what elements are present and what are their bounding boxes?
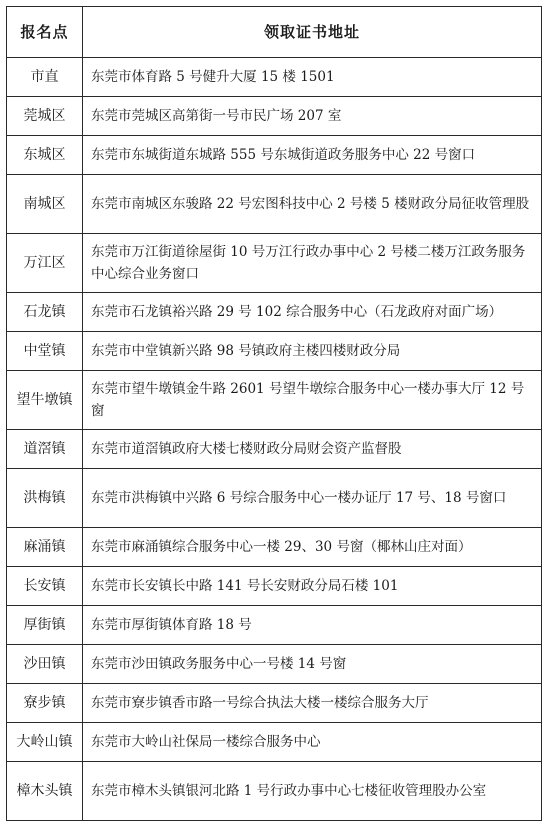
- table-row: [7, 97, 542, 136]
- place-cell: 樟木头镇: [7, 762, 83, 821]
- certificate-address-table: [6, 6, 542, 821]
- address-cell: 东莞市石龙镇裕兴路 29 号 102 综合服务中心（石龙政府对面广场）: [83, 293, 542, 332]
- table-row: [7, 645, 542, 684]
- place-cell: 麻涌镇: [7, 528, 83, 567]
- address-cell: 东莞市厚街镇体育路 18 号: [83, 606, 542, 645]
- table-row: [7, 469, 542, 528]
- place-cell: 沙田镇: [7, 645, 83, 684]
- address-cell: 东莞市长安镇长中路 141 号长安财政分局石楼 101: [83, 567, 542, 606]
- address-cell: 东莞市大岭山社保局一楼综合服务中心: [83, 723, 542, 762]
- place-cell: 大岭山镇: [7, 723, 83, 762]
- place-cell: 望牛墩镇: [7, 371, 83, 430]
- table-row: [7, 371, 542, 430]
- header-address: 领取证书地址: [83, 7, 542, 58]
- address-cell: 东莞市洪梅镇中兴路 6 号综合服务中心一楼办证厅 17 号、18 号窗口: [83, 469, 542, 528]
- table-row: [7, 762, 542, 821]
- place-cell: 道滘镇: [7, 430, 83, 469]
- address-cell: 东莞市体育路 5 号健升大厦 15 楼 1501: [83, 58, 542, 97]
- table-row: [7, 567, 542, 606]
- place-cell: 万江区: [7, 234, 83, 293]
- address-cell: 东莞市道滘镇政府大楼七楼财政分局财会资产监督股: [83, 430, 542, 469]
- header-row: [7, 7, 542, 58]
- table-row: [7, 175, 542, 234]
- place-cell: 寮步镇: [7, 684, 83, 723]
- place-cell: 长安镇: [7, 567, 83, 606]
- table-row: [7, 684, 542, 723]
- place-cell: 南城区: [7, 175, 83, 234]
- table-row: [7, 606, 542, 645]
- table-row: [7, 723, 542, 762]
- address-cell: 东莞市莞城区高第街一号市民广场 207 室: [83, 97, 542, 136]
- place-cell: 厚街镇: [7, 606, 83, 645]
- table-row: [7, 293, 542, 332]
- address-cell: 东莞市中堂镇新兴路 98 号镇政府主楼四楼财政分局: [83, 332, 542, 371]
- address-cell: 东莞市樟木头镇银河北路 1 号行政办事中心七楼征收管理股办公室: [83, 762, 542, 821]
- table-row: [7, 58, 542, 97]
- place-cell: 市直: [7, 58, 83, 97]
- address-cell: 东莞市麻涌镇综合服务中心一楼 29、30 号窗（椰林山庄对面）: [83, 528, 542, 567]
- address-cell: 东莞市东城街道东城路 555 号东城街道政务服务中心 22 号窗口: [83, 136, 542, 175]
- address-cell: 东莞市望牛墩镇金牛路 2601 号望牛墩综合服务中心一楼办事大厅 12 号窗: [83, 371, 542, 430]
- document-page: [6, 6, 541, 821]
- place-cell: 中堂镇: [7, 332, 83, 371]
- place-cell: 东城区: [7, 136, 83, 175]
- table-row: [7, 136, 542, 175]
- place-cell: 石龙镇: [7, 293, 83, 332]
- table-row: [7, 528, 542, 567]
- address-cell: 东莞市沙田镇政务服务中心一号楼 14 号窗: [83, 645, 542, 684]
- table-row: [7, 234, 542, 293]
- table-row: [7, 332, 542, 371]
- place-cell: 洪梅镇: [7, 469, 83, 528]
- place-cell: 莞城区: [7, 97, 83, 136]
- table-row: [7, 430, 542, 469]
- address-cell: 东莞市南城区东骏路 22 号宏图科技中心 2 号楼 5 楼财政分局征收管理股: [83, 175, 542, 234]
- address-cell: 东莞市万江街道徐屋街 10 号万江行政办事中心 2 号楼二楼万江政务服务中心综合业务窗口: [83, 234, 542, 293]
- header-place: 报名点: [7, 7, 83, 58]
- address-cell: 东莞市寮步镇香市路一号综合执法大楼一楼综合服务大厅: [83, 684, 542, 723]
